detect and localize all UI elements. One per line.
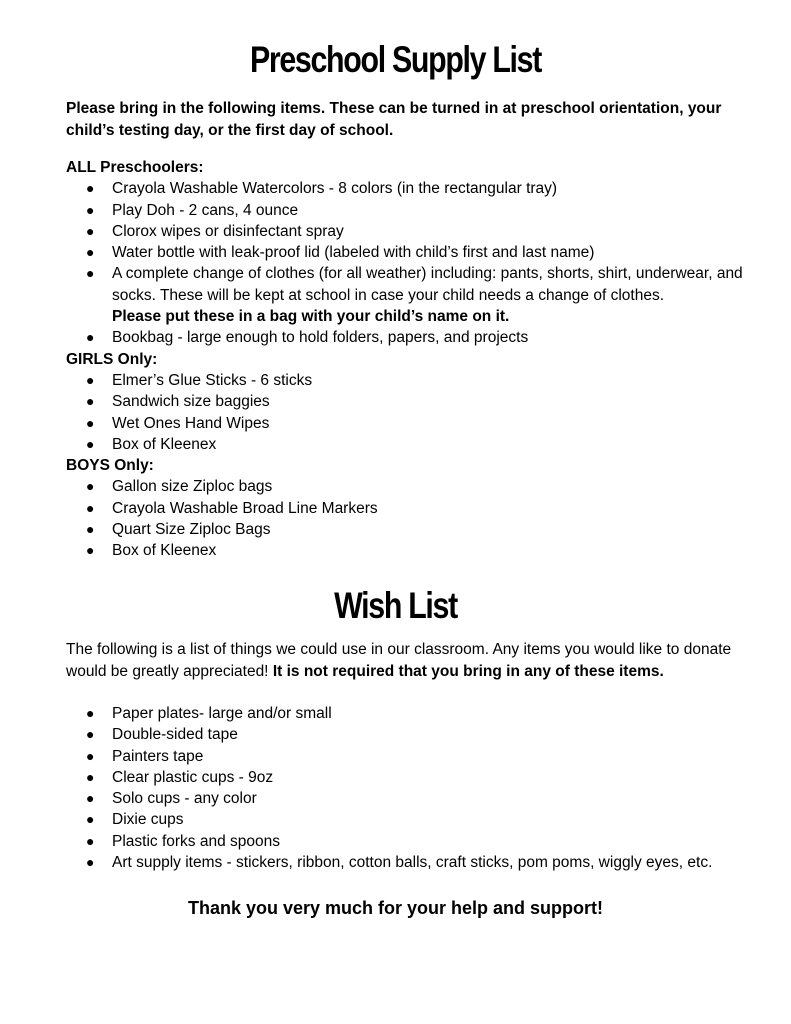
- list-item: [66, 370, 756, 391]
- item-text: Clorox wipes or disinfectant spray: [112, 222, 344, 240]
- list-item: [66, 746, 756, 767]
- wish-intro-note: It is not required that you bring in any of these items.: [272, 662, 664, 680]
- list-item: [66, 221, 756, 242]
- bullet-icon: ●: [86, 521, 95, 538]
- bullet-icon: ●: [86, 854, 95, 871]
- item-text: Quart Size Ziploc Bags: [112, 521, 271, 539]
- all-preschoolers-heading: ALL Preschoolers:: [66, 159, 204, 176]
- list-item: [66, 413, 756, 434]
- item-text: Bookbag - large enough to hold folders, papers, and projects: [112, 329, 529, 347]
- item-text: Box of Kleenex: [112, 542, 217, 560]
- list-item: [66, 498, 756, 519]
- girls-list: [66, 370, 756, 455]
- bullet-icon: ●: [86, 790, 95, 807]
- item-text: Clear plastic cups - 9oz: [112, 768, 274, 786]
- wish-list-intro: [66, 639, 756, 682]
- item-text: Gallon size Ziploc bags: [112, 478, 273, 496]
- bullet-icon: ●: [86, 811, 95, 828]
- all-preschoolers-list: [66, 178, 756, 348]
- list-item: [66, 434, 756, 455]
- bullet-icon: ●: [86, 180, 95, 197]
- list-item: [66, 703, 756, 724]
- bullet-icon: ●: [86, 265, 95, 282]
- list-item: [66, 263, 756, 327]
- item-text: Box of Kleenex: [112, 435, 217, 453]
- list-item: [66, 831, 756, 852]
- bullet-icon: ●: [86, 222, 95, 239]
- list-item: [66, 724, 756, 745]
- list-item: [66, 476, 756, 497]
- bullet-icon: ●: [86, 747, 95, 764]
- girls-heading: GIRLS Only:: [66, 350, 158, 368]
- list-item: [66, 200, 756, 221]
- item-text: Double-sided tape: [112, 726, 238, 744]
- item-text: Dixie cups: [112, 811, 184, 829]
- bullet-icon: ●: [86, 244, 95, 261]
- bullet-icon: ●: [86, 435, 95, 452]
- list-item: [66, 852, 756, 873]
- item-text: Solo cups - any color: [112, 790, 257, 808]
- item-text: Plastic forks and spoons: [112, 832, 281, 850]
- bullet-icon: ●: [86, 371, 95, 388]
- list-item: [66, 519, 756, 540]
- item-text: Crayola Washable Broad Line Markers: [112, 499, 378, 517]
- wish-intro-text: The following is a list of things we could use in our classroom. Any items you would like to donate would be greatly appreciated!: [66, 641, 732, 680]
- item-text: Crayola Washable Watercolors - 8 colors (in the rectangular tray): [112, 180, 558, 198]
- item-text: Paper plates- large and/or small: [112, 705, 332, 722]
- list-item: [66, 788, 756, 809]
- bullet-icon: ●: [86, 726, 95, 743]
- wish-list-items: [66, 703, 756, 873]
- bullet-icon: ●: [86, 201, 95, 218]
- list-item: [66, 767, 756, 788]
- intro-paragraph: Please bring in the following items. These can be turned in at preschool orientation, your child’s testing day, or the first day of school.: [66, 100, 722, 139]
- item-text: Sandwich size baggies: [112, 393, 270, 411]
- item-text: Water bottle with leak-proof lid (labeled with child’s first and last name): [112, 244, 595, 262]
- bullet-icon: ●: [86, 768, 95, 785]
- item-text: Elmer’s Glue Sticks - 6 sticks: [112, 371, 313, 389]
- bullet-icon: ●: [86, 329, 95, 346]
- bullet-icon: ●: [86, 542, 95, 559]
- supply-list-section: [66, 157, 756, 562]
- clothes-bag-note: Please put these in a bag with your child’s name on it.: [112, 308, 510, 326]
- bullet-icon: ●: [86, 393, 95, 410]
- bullet-icon: ●: [86, 499, 95, 516]
- thank-you-note: Thank you very much for your help and support!: [187, 898, 604, 918]
- list-item: [66, 809, 756, 830]
- item-text: Painters tape: [112, 747, 204, 765]
- list-item: [66, 391, 756, 412]
- wish-list-title: Wish List: [334, 585, 457, 626]
- item-text: A complete change of clothes (for all weather) including: pants, shorts, shirt, underwear, and socks. These will be kept at school in case your child needs a change of clothes.: [112, 265, 743, 304]
- page-title: Preschool Supply List: [249, 39, 542, 80]
- boys-list: [66, 476, 756, 561]
- list-item: [66, 178, 756, 199]
- item-text: Play Doh - 2 cans, 4 ounce: [112, 201, 299, 219]
- item-text: Wet Ones Hand Wipes: [112, 414, 270, 432]
- list-item: [66, 242, 756, 263]
- boys-heading: BOYS Only:: [66, 457, 154, 475]
- list-item: [66, 540, 756, 561]
- bullet-icon: ●: [86, 832, 95, 849]
- list-item: [66, 327, 756, 348]
- bullet-icon: ●: [86, 478, 95, 495]
- bullet-icon: ●: [86, 414, 95, 431]
- item-text: Art supply items - stickers, ribbon, cotton balls, craft sticks, pom poms, wiggly eyes, etc.: [112, 854, 713, 872]
- bullet-icon: ●: [86, 705, 95, 721]
